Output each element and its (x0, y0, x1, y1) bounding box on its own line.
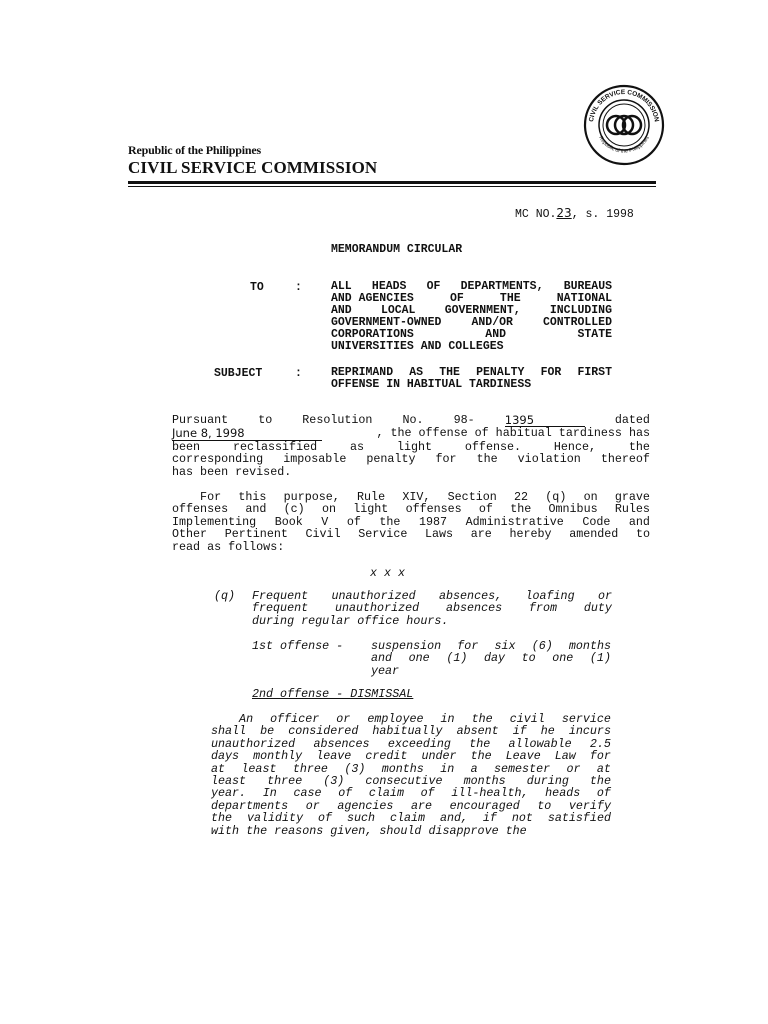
word: of (346, 514, 361, 529)
word: months (568, 639, 611, 653)
word: (3) (344, 761, 366, 776)
word: AND/OR (471, 316, 513, 330)
text-line (211, 825, 611, 837)
text-line (331, 341, 612, 353)
word: the (589, 774, 611, 789)
word: or (566, 761, 581, 776)
word: habitually (372, 724, 443, 739)
word: be (260, 724, 275, 739)
word: of (318, 811, 333, 826)
word: light (396, 439, 433, 454)
word: purpose, (283, 490, 340, 504)
word: dated (614, 413, 650, 427)
word: has been revised. (172, 464, 292, 479)
text-line (371, 665, 611, 677)
word: and (371, 651, 393, 666)
word: AS (409, 366, 424, 379)
word: AND AGENCIES (331, 292, 414, 306)
word: been (172, 439, 201, 454)
resolution-date-handwritten: June 8, 1998 (172, 427, 322, 440)
word: least (211, 774, 247, 789)
word: agencies (337, 798, 394, 813)
word: and (245, 502, 267, 517)
item-q-label: (q) (214, 589, 236, 603)
word: during (526, 774, 569, 789)
word: if (482, 811, 497, 826)
first-offense-penalty (371, 640, 611, 677)
text-line (331, 379, 612, 391)
word: V (321, 514, 329, 529)
word: not (511, 811, 533, 826)
word: read as follows: (172, 539, 285, 554)
word: STATE (577, 328, 612, 342)
word: he (540, 724, 555, 739)
word: unauthorized (334, 601, 420, 616)
word: 2.5 (589, 736, 611, 751)
text-line (172, 466, 650, 478)
word: Civil (305, 527, 341, 542)
second-offense: 2nd offense - DISMISSAL (252, 687, 414, 701)
word: imposable (283, 452, 347, 467)
word: FIRST (577, 366, 612, 379)
word: such (346, 811, 376, 826)
word: for (435, 452, 457, 467)
svg-text:CIVIL SERVICE COMMISSION: CIVIL SERVICE COMMISSION (588, 88, 660, 123)
word: credit (365, 749, 408, 764)
word: if (512, 724, 527, 739)
word: at (211, 761, 226, 776)
word: the (476, 452, 498, 467)
word: at (596, 761, 611, 776)
word: HEADS (371, 280, 407, 293)
word: GOVERNMENT-OWNED (331, 316, 442, 330)
text-line (371, 652, 611, 664)
word: Laws (425, 527, 454, 542)
word: with (211, 823, 240, 838)
word: ALL (331, 280, 352, 293)
word: absences (446, 601, 503, 616)
word: claim (389, 811, 426, 826)
paragraph-resolution (172, 414, 650, 478)
word: disapprove (421, 823, 499, 838)
word: one (408, 651, 430, 666)
word: or (305, 798, 320, 813)
word: and (628, 514, 650, 529)
word: absent (456, 724, 499, 739)
word: absences, (439, 589, 503, 603)
word: AND (331, 304, 352, 318)
word: under (421, 749, 457, 764)
word: (1) (589, 651, 611, 666)
word: thereof (600, 452, 650, 467)
word: the (379, 514, 401, 529)
svg-text:Republic of the Philippines: Republic of the Philippines (597, 135, 651, 155)
word: BUREAUS (563, 280, 612, 293)
word: should (372, 823, 422, 838)
word: satisfied (547, 811, 611, 826)
mc-number (515, 206, 634, 221)
word: the (239, 823, 268, 838)
word: Code (582, 514, 611, 529)
word: amended (569, 527, 619, 542)
word: (6) (531, 639, 553, 653)
word: unauthorized (331, 589, 416, 603)
word: months (381, 761, 424, 776)
word: validity (246, 811, 304, 826)
word: this (238, 490, 267, 504)
word: to (258, 413, 273, 427)
word: Leave (505, 749, 541, 764)
word: shall (211, 724, 247, 739)
word: OF (449, 292, 464, 306)
word: and, (439, 811, 468, 826)
word: considered (288, 724, 359, 739)
word: In (262, 786, 277, 801)
word: service (561, 712, 611, 726)
word: Rules (614, 502, 650, 517)
word: monthly (253, 749, 303, 764)
word: 1987 (418, 514, 448, 529)
text-line (172, 427, 650, 440)
word: reasons (267, 823, 324, 838)
word: NATIONAL (556, 292, 612, 306)
word: loafing (525, 589, 575, 603)
word: GOVERNMENT, (444, 304, 521, 318)
commission-heading: CIVIL SERVICE COMMISSION (128, 158, 378, 177)
mc-number-handwritten: 23 (556, 206, 572, 220)
paragraph-habitual-absence (211, 713, 611, 837)
word: OFFENSE IN HABITUAL TARDINESS (331, 378, 532, 392)
word: to (537, 798, 552, 813)
word: of (596, 786, 611, 801)
word: are (410, 798, 433, 813)
word: frequent (252, 601, 309, 616)
word: heads (545, 786, 581, 801)
word: semester (494, 761, 551, 776)
civil-service-commission-seal (583, 84, 665, 166)
word: DEPARTMENTS, (460, 280, 544, 293)
word: THE (439, 366, 460, 379)
word: in (440, 761, 455, 776)
word: verify (568, 798, 611, 813)
word: hereby (509, 527, 552, 542)
word: as (350, 439, 365, 454)
word: one (552, 651, 574, 666)
word: FOR (540, 366, 562, 379)
word: corresponding (172, 452, 264, 467)
mc-number-suffix: , s. 1998 (571, 208, 634, 221)
word: THE (499, 292, 521, 306)
text-line (252, 615, 612, 627)
word: penalty (366, 452, 416, 467)
word: suspension (371, 639, 442, 653)
first-offense-label: 1st offense - (252, 639, 344, 653)
word: for (457, 639, 479, 653)
word: For (172, 490, 222, 504)
word: ill-health, (451, 786, 529, 801)
word: the (211, 811, 233, 826)
word: Service (358, 527, 408, 542)
word: , the offense of habitual tardiness has (376, 426, 650, 441)
word: 22 (514, 490, 529, 504)
word: Pursuant (172, 413, 229, 427)
word: year (371, 663, 400, 678)
word: or (336, 712, 351, 726)
header-rule-thin (128, 186, 656, 187)
word: exceeding (387, 736, 451, 751)
word: CORPORATIONS (331, 328, 414, 342)
header-rule-thick (128, 181, 656, 184)
word: during regular office hours. (252, 613, 449, 628)
word: given, (323, 823, 373, 838)
word: duty (583, 601, 612, 616)
word: Pertinent (224, 527, 288, 542)
word: 98- (453, 413, 475, 427)
word: REPRIMAND (331, 366, 394, 379)
to-label: TO (250, 281, 264, 294)
word: case (293, 786, 322, 801)
word: (3) (323, 774, 345, 789)
word: departments (211, 798, 289, 813)
word: allowable (508, 736, 572, 751)
word: year. (211, 786, 247, 801)
item-q-text (252, 590, 612, 627)
word: XIV, (402, 490, 431, 504)
mc-number-prefix: MC NO. (515, 208, 557, 221)
word: are (470, 527, 492, 542)
word: three (292, 761, 328, 776)
word: employee (367, 712, 424, 726)
word: the (469, 736, 491, 751)
memorandum-title: MEMORANDUM CIRCULAR (331, 243, 463, 256)
text-line (172, 414, 650, 427)
word: An (211, 712, 254, 726)
word: the (510, 502, 532, 517)
word: Hence, (553, 439, 596, 454)
word: UNIVERSITIES AND COLLEGES (331, 340, 504, 354)
word: to (635, 527, 650, 542)
word: No. (402, 413, 424, 427)
word: (1) (446, 651, 468, 666)
word: (q) (545, 490, 567, 504)
word: absences (313, 736, 370, 751)
word: unauthorized (211, 736, 296, 751)
word: a (470, 761, 478, 776)
word: grave (614, 490, 650, 504)
word: Book (274, 514, 303, 529)
word: encouraged (449, 798, 520, 813)
word: the (471, 712, 493, 726)
subject-label: SUBJECT (214, 367, 263, 380)
word: PENALTY (476, 366, 525, 379)
word: to (521, 651, 536, 666)
word: for (589, 749, 611, 764)
word: Rule (357, 490, 386, 504)
word: months (463, 774, 506, 789)
text-line (211, 787, 611, 799)
word: LOCAL (380, 304, 416, 318)
word: leave (316, 749, 352, 764)
word: civil (509, 712, 545, 726)
text-line (211, 725, 611, 737)
word: Resolution (302, 413, 373, 427)
paragraph-purpose (172, 491, 650, 553)
word: on (583, 490, 598, 504)
word: Frequent (252, 589, 309, 603)
word: of (478, 502, 493, 517)
word: offenses (405, 502, 462, 517)
word: (c) (283, 502, 305, 517)
word: the (470, 749, 492, 764)
text-line (172, 541, 650, 553)
word: reclassified (232, 439, 318, 454)
word: three (267, 774, 303, 789)
word: from (528, 601, 558, 616)
word: claim (368, 786, 404, 801)
text-line (172, 503, 650, 515)
subject-colon: : (295, 367, 302, 380)
to-addressees (331, 281, 612, 354)
word: offense. (464, 439, 522, 454)
word: Administrative (465, 514, 564, 529)
word: least (241, 761, 277, 776)
word: light (353, 502, 389, 517)
section-separator: x x x (370, 566, 406, 580)
word: OF (426, 280, 441, 293)
word: of (420, 786, 435, 801)
word: in (440, 712, 455, 726)
word: CONTROLLED (542, 316, 612, 330)
word: or (597, 589, 612, 603)
word: AND (485, 328, 507, 342)
word: Implementing (172, 514, 257, 529)
word: Omnibus (548, 502, 598, 517)
subject-text (331, 367, 612, 391)
text-line (211, 750, 611, 762)
word: officer (270, 712, 320, 726)
word: on (321, 502, 336, 517)
to-colon: : (295, 281, 302, 294)
word: of (338, 786, 353, 801)
word: consecutive (365, 774, 443, 789)
word: day (483, 651, 506, 666)
resolution-number-handwritten: 1395 (505, 414, 585, 427)
word: INCLUDING (549, 304, 612, 318)
word: days (211, 749, 240, 764)
word: six (494, 639, 516, 653)
word: the (498, 823, 527, 838)
republic-heading: Republic of the Philippines (128, 143, 261, 157)
word: Section (447, 490, 497, 504)
word: the (628, 439, 650, 454)
word: incurs (568, 724, 611, 739)
word: offenses (172, 502, 229, 517)
word: violation (517, 452, 581, 467)
word: Other (172, 527, 208, 542)
word: Law (554, 749, 576, 764)
